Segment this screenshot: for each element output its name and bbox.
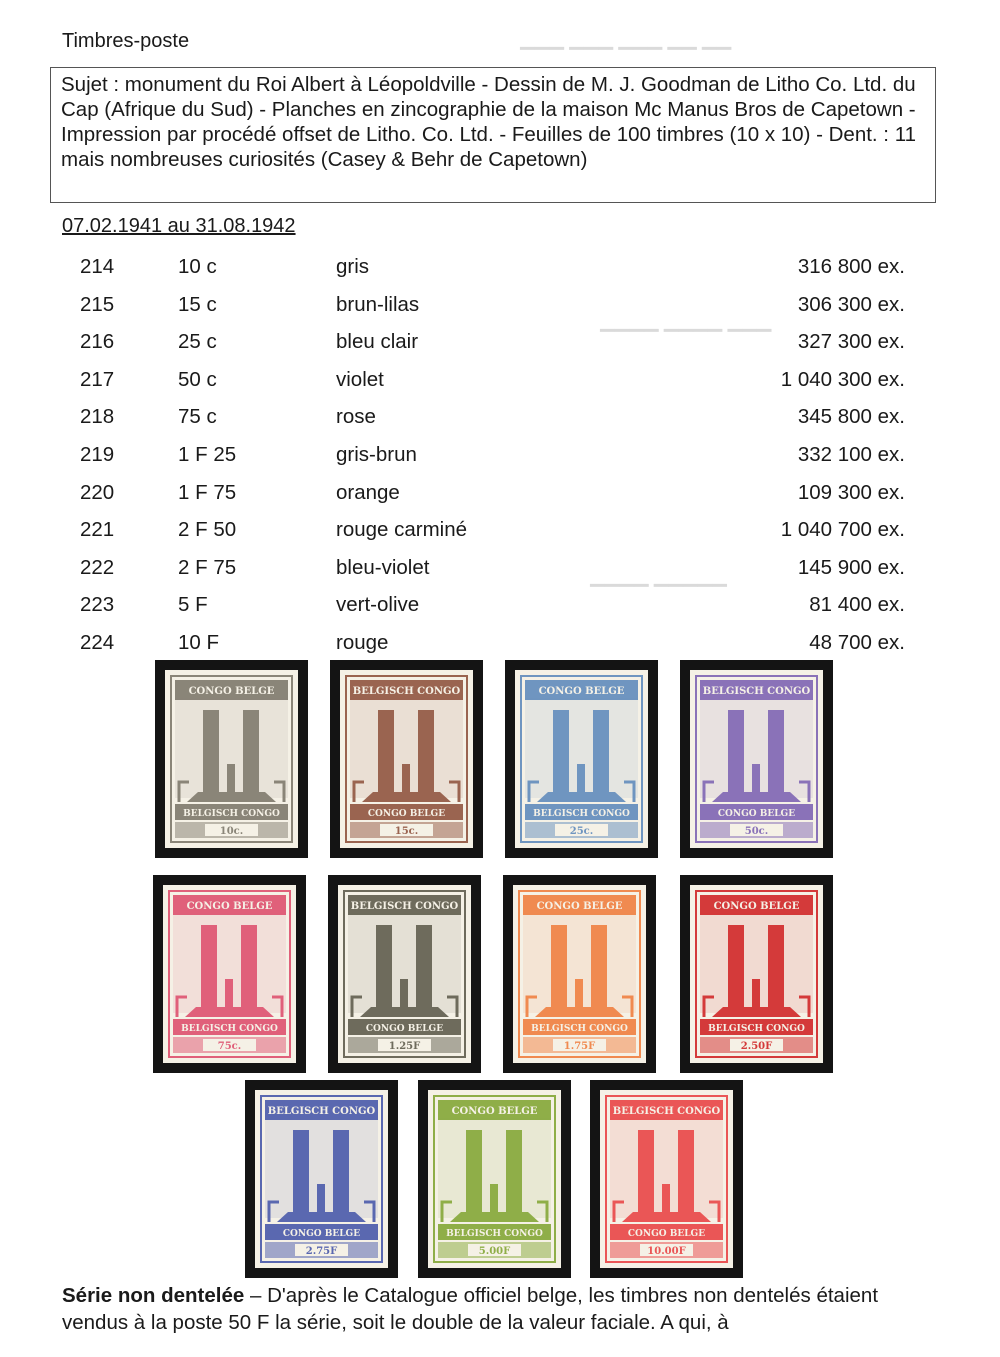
stamp-bottom-label: CONGO BELGE	[365, 1024, 444, 1034]
face-value: 75 c	[178, 405, 217, 429]
stamp-top-label: BELGISCH CONGO	[612, 1106, 721, 1117]
stamp-color: rouge	[336, 630, 389, 654]
stamp-color: orange	[336, 480, 400, 504]
stamp-value-label: 2.50F	[740, 1041, 773, 1052]
stamp-color: gris-brun	[336, 442, 417, 466]
table-row	[0, 438, 1000, 476]
stamp-top-label: CONGO BELGE	[188, 686, 275, 697]
catalog-number: 220	[80, 480, 115, 504]
stamp-item	[153, 875, 306, 1073]
issue-table	[0, 250, 1000, 664]
face-value: 15 c	[178, 292, 217, 316]
stamp-color: brun-lilas	[336, 292, 420, 316]
table-row	[0, 325, 1000, 363]
catalog-number: 217	[80, 367, 115, 391]
table-row	[0, 626, 1000, 664]
stamp-top-label: CONGO BELGE	[538, 686, 625, 697]
stamp-value-label: 25c.	[569, 826, 594, 837]
stamp-image	[600, 1090, 733, 1268]
stamp-item	[155, 660, 308, 858]
bleed-through-text: ▁▁▁▁ ▁▁▁▁▁	[590, 566, 727, 587]
stamp-value-label: 50c.	[744, 826, 769, 837]
stamp-value-label: 15c.	[394, 826, 419, 837]
stamp-color: bleu-violet	[336, 555, 430, 579]
stamp-top-label: CONGO BELGE	[713, 901, 800, 912]
page-header: Timbres-poste	[62, 30, 190, 52]
stamp-image	[255, 1090, 388, 1268]
table-row	[0, 476, 1000, 514]
print-quantity: 332 100 ex.	[797, 442, 905, 466]
print-quantity: 327 300 ex.	[797, 330, 905, 354]
stamp-value-label: 75c.	[217, 1041, 242, 1052]
catalog-number: 223	[80, 593, 115, 617]
stamp-top-label: BELGISCH CONGO	[352, 686, 461, 697]
stamp-value-label: 1.75F	[563, 1041, 596, 1052]
stamp-top-label: CONGO BELGE	[186, 901, 273, 912]
stamp-top-label: BELGISCH CONGO	[350, 901, 459, 912]
stamp-image	[515, 670, 648, 848]
stamp-image	[428, 1090, 561, 1268]
stamp-value-label: 1.25F	[388, 1041, 421, 1052]
face-value: 10 c	[178, 255, 217, 278]
stamp-color: rose	[336, 405, 376, 429]
print-quantity: 345 800 ex.	[797, 405, 905, 429]
table-row	[0, 250, 1000, 288]
stamp-bottom-label: BELGISCH CONGO	[181, 1024, 278, 1034]
stamp-item	[418, 1080, 571, 1278]
stamp-value-label: 10c.	[219, 826, 244, 837]
stamp-gallery	[0, 660, 1000, 1257]
subject-text: Sujet : monument du Roi Albert à Léopoldville - Dessin de M. J. Goodman de Litho Co. Ltd. du Cap (Afrique du Sud) - Planches en zincographie de la maison Mc Manus Bros de Capetown - Impression par procédé offset de Litho. Co. Ltd. - Feuilles de 100 timbres (10 x 10) - Dent. : 11 mais nombreuses curiosités (Casey & Behr de Capetown)	[61, 73, 916, 171]
subject-box	[50, 67, 936, 203]
stamp-top-label: CONGO BELGE	[451, 1106, 538, 1117]
bleed-through-text: ▁▁▁ ▁▁▁ ▁▁▁ ▁▁ ▁▁	[520, 29, 732, 50]
face-value: 2 F 75	[178, 555, 237, 579]
face-value: 2 F 50	[178, 518, 237, 542]
stamp-item	[330, 660, 483, 858]
stamp-bottom-label: BELGISCH CONGO	[533, 809, 630, 819]
stamp-top-label: BELGISCH CONGO	[267, 1106, 376, 1117]
stamp-image	[340, 670, 473, 848]
stamp-item	[245, 1080, 398, 1278]
print-quantity: 1 040 300 ex.	[780, 367, 905, 391]
catalog-number: 221	[80, 518, 115, 542]
print-quantity: 1 040 700 ex.	[780, 518, 905, 542]
face-value: 10 F	[178, 630, 220, 654]
face-value: 1 F 25	[178, 442, 237, 466]
table-row	[0, 551, 1000, 589]
table-row	[0, 588, 1000, 626]
catalog-number: 214	[80, 255, 115, 278]
stamp-item	[590, 1080, 743, 1278]
stamp-bottom-label: CONGO BELGE	[367, 809, 446, 819]
stamp-item	[680, 660, 833, 858]
stamp-bottom-label: CONGO BELGE	[282, 1229, 361, 1239]
stamp-value-label: 2.75F	[305, 1246, 338, 1257]
print-quantity: 109 300 ex.	[797, 480, 905, 504]
stamp-color: gris	[336, 255, 370, 278]
stamp-bottom-label: BELGISCH CONGO	[708, 1024, 805, 1034]
stamp-item	[328, 875, 481, 1073]
print-quantity: 145 900 ex.	[797, 555, 905, 579]
stamp-item	[680, 875, 833, 1073]
stamp-value-label: 5.00F	[478, 1246, 511, 1257]
face-value: 5 F	[178, 593, 208, 617]
stamp-value-label: 10.00F	[647, 1246, 686, 1257]
stamp-color: bleu clair	[336, 330, 419, 354]
catalog-number: 224	[80, 630, 115, 654]
stamp-image	[690, 885, 823, 1063]
footer-bold: Série non dentelée	[62, 1284, 245, 1307]
catalog-number: 219	[80, 442, 115, 466]
catalog-number: 215	[80, 292, 115, 316]
table-row	[0, 400, 1000, 438]
print-quantity: 81 400 ex.	[809, 593, 905, 617]
table-row	[0, 363, 1000, 401]
stamp-image	[163, 885, 296, 1063]
bleed-through-text: ▁▁▁▁ ▁▁▁▁ ▁▁▁	[600, 311, 772, 332]
table-row	[0, 513, 1000, 551]
stamp-item	[505, 660, 658, 858]
stamp-bottom-label: BELGISCH CONGO	[446, 1229, 543, 1239]
footer-text: – D'après le Catalogue officiel belge, les timbres non dentelés étaient vendus à la poste 50 F la série, soit le double de la valeur faciale. A qui, à	[62, 1284, 879, 1334]
stamp-bottom-label: CONGO BELGE	[627, 1229, 706, 1239]
print-quantity: 316 800 ex.	[797, 255, 905, 278]
print-quantity: 48 700 ex.	[809, 630, 905, 654]
stamp-bottom-label: BELGISCH CONGO	[183, 809, 280, 819]
footer-paragraph	[62, 1282, 922, 1336]
table-row	[0, 288, 1000, 326]
catalog-number: 222	[80, 555, 115, 579]
stamp-image	[165, 670, 298, 848]
stamp-bottom-label: CONGO BELGE	[717, 809, 796, 819]
stamp-color: violet	[336, 367, 384, 391]
stamp-top-label: BELGISCH CONGO	[702, 686, 811, 697]
face-value: 50 c	[178, 367, 217, 391]
stamp-item	[503, 875, 656, 1073]
stamp-color: rouge carminé	[336, 518, 468, 542]
date-range: 07.02.1941 au 31.08.1942	[62, 215, 296, 237]
face-value: 1 F 75	[178, 480, 237, 504]
stamp-top-label: CONGO BELGE	[536, 901, 623, 912]
stamp-image	[690, 670, 823, 848]
catalog-number: 216	[80, 330, 115, 354]
catalog-number: 218	[80, 405, 115, 429]
print-quantity: 306 300 ex.	[797, 292, 905, 316]
stamp-color: vert-olive	[336, 593, 420, 617]
face-value: 25 c	[178, 330, 217, 354]
stamp-image	[513, 885, 646, 1063]
stamp-bottom-label: BELGISCH CONGO	[531, 1024, 628, 1034]
stamp-image	[338, 885, 471, 1063]
